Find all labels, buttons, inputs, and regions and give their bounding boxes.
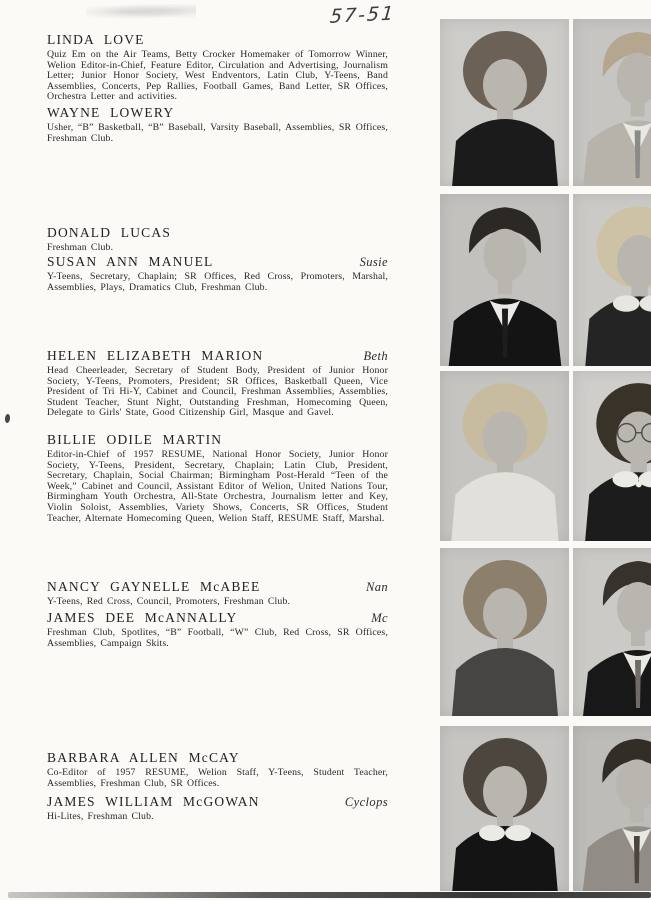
student-name-row — [47, 347, 388, 364]
student-activities: Y-Teens, Secretary, Chaplain; SR Offices, Red Cross, Promoters, Marshal, Assemblies, Plays, Dramatics Club, Freshman Club. — [47, 271, 388, 293]
student-name: BARBARA ALLEN McCAY — [47, 750, 240, 765]
student-entry — [47, 609, 388, 649]
ink-blot — [5, 414, 11, 423]
student-name: HELEN ELIZABETH MARION — [47, 348, 264, 363]
student-entry — [47, 253, 388, 293]
student-activities: Usher, “B” Basketball, “B” Baseball, Varsity Baseball, Assemblies, SR Offices, Freshman Club. — [47, 122, 388, 144]
female-bust-silhouette — [573, 194, 651, 366]
female-bust-silhouette — [440, 726, 569, 891]
student-name-row — [47, 609, 388, 626]
female-bust-with-glasses-silhouette — [573, 371, 651, 541]
male-bust-silhouette — [573, 19, 651, 186]
student-activities: Y-Teens, Red Cross, Council, Promoters, Freshman Club. — [47, 596, 291, 607]
female-bust-silhouette — [440, 548, 569, 716]
student-name-row — [47, 793, 388, 810]
scan-edge-shadow — [8, 892, 651, 898]
student-activities: Freshman Club. — [47, 242, 114, 253]
student-name-row — [47, 578, 388, 595]
student-nickname: Mc — [371, 611, 388, 625]
student-activities: Hi-Lites, Freshman Club. — [47, 811, 154, 822]
student-name-row — [47, 749, 388, 766]
portrait-photo-r3c2 — [573, 371, 651, 541]
handwritten-page-number: 57-51 — [329, 2, 397, 28]
pencil-smudge — [86, 4, 196, 20]
student-activities: Freshman Club, Spotlites, “B” Football, “W” Club, Red Cross, SR Offices, Assemblies, Campaign Skits. — [47, 627, 388, 649]
student-activities: Head Cheerleader, Secretary of Student Body, President of Junior Honor Society, Y-Teens, Promoters, President; SR Offices, Basketball Queen, Vice President of Tri Hi-Y, Cabinet and Council, Freshman Assemblies, Assemblies, Student Teacher, Stunt Night, Outstanding Freshman, Homecoming Queen, Delegate to Girls' State, Good Citizenship Girl, Masque and Gavel. — [47, 365, 388, 419]
portrait-photo-r2c2 — [573, 194, 651, 366]
student-entry — [47, 31, 388, 103]
student-name: WAYNE LOWERY — [47, 105, 175, 120]
student-entry — [47, 578, 388, 608]
female-bust-silhouette — [440, 19, 569, 186]
student-entry — [47, 224, 388, 254]
student-name: NANCY GAYNELLE McABEE — [47, 579, 261, 594]
student-nickname: Cyclops — [344, 795, 388, 809]
portrait-photo-r3c1 — [440, 371, 569, 541]
student-name-row — [47, 104, 388, 121]
student-name-row — [47, 224, 388, 241]
student-name: LINDA LOVE — [47, 32, 145, 47]
student-name: SUSAN ANN MANUEL — [47, 254, 214, 269]
student-name: BILLIE ODILE MARTIN — [47, 432, 223, 447]
student-name-row — [47, 31, 388, 48]
student-nickname: Nan — [365, 580, 388, 594]
pendant-necklace — [636, 481, 642, 487]
student-entry — [47, 431, 388, 524]
student-nickname: Beth — [363, 349, 388, 363]
female-bust-silhouette — [440, 371, 569, 541]
student-activities: Co-Editor of 1957 RESUME, Welion Staff, Y-Teens, Student Teacher, Assemblies, Freshman Club, SR Offices. — [47, 767, 388, 789]
portrait-photo-r1c1 — [440, 19, 569, 186]
student-name-row — [47, 253, 388, 270]
student-name-row — [47, 431, 388, 448]
male-bust-silhouette — [440, 194, 569, 366]
portrait-photo-r2c1 — [440, 194, 569, 366]
student-entry — [47, 793, 388, 823]
student-activities: Editor-in-Chief of 1957 RESUME, National Honor Society, Junior Honor Society, Y-Teens, President, Secretary, Chaplain; Latin Club, President, Secretary, Chaplain, Social Chairman; Birmingham Post-Herald “Teen of the Week,” Cabinet and Council, Assistant Editor of Welion, United Nations Tour, Birmingham Youth Orchestra, All-State Orchestra, Journalism letter and Key, Violin Soloist, Assemblies, Variety Shows, Concerts, SR Offices, Student Teacher, Alternate Homecoming Queen, Welion Staff, RESUME Staff, Marshal. — [47, 449, 388, 524]
student-entry — [47, 104, 388, 144]
male-bust-silhouette — [573, 548, 651, 716]
student-nickname: Susie — [359, 255, 388, 269]
student-entry — [47, 347, 388, 419]
student-name: JAMES DEE McANNALLY — [47, 610, 238, 625]
portrait-photo-r5c1 — [440, 726, 569, 891]
male-bust-silhouette — [573, 726, 651, 891]
student-entry — [47, 749, 388, 789]
student-name: DONALD LUCAS — [47, 225, 172, 240]
portrait-photo-r4c2 — [573, 548, 651, 716]
portrait-photo-r4c1 — [440, 548, 569, 716]
portrait-photo-r5c2 — [573, 726, 651, 891]
portrait-photo-r1c2 — [573, 19, 651, 186]
student-activities: Quiz Em on the Air Teams, Betty Crocker Homemaker of Tomorrow Winner, Welion Editor-in-Chief, Feature Editor, Circulation and Advertising, Journalism Letter; Junior Honor Society, West Endventors, Latin Club, Y-Teens, Band Assemblies, Concerts, Pep Rallies, Football Games, Band Letter, SR Offices, Orchestra Letter and activities. — [47, 49, 388, 103]
student-name: JAMES WILLIAM McGOWAN — [47, 794, 260, 809]
